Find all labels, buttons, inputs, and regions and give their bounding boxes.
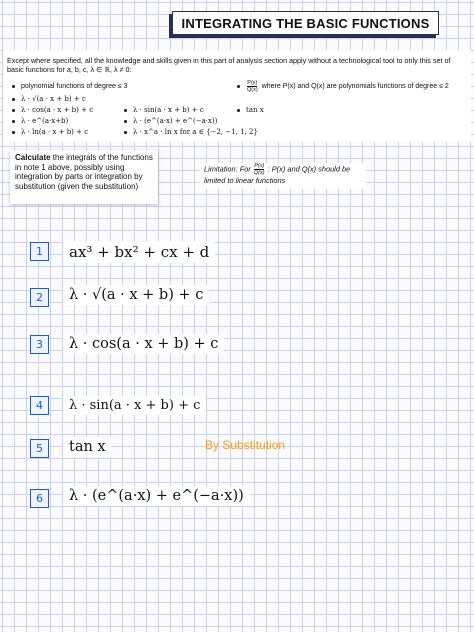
list-item-label: λ · x^a · ln x for a ∈ {−2, −1, 1, 2}: [133, 128, 258, 136]
fraction-numerator: P(x): [247, 80, 258, 86]
exercise-expression-5: tan x: [63, 437, 112, 457]
limitation-note: [200, 163, 366, 189]
list-item: [12, 128, 88, 136]
intro-text: Except where specified, all the knowledge and skills given in this part of analysis section apply without a technological tool to only this set of basic functions for a, b, c, λ ∈ ℝ, λ ≠ 0:: [7, 56, 451, 74]
list-item-label: λ · ln(a · x + b) + c: [21, 128, 89, 136]
list-item-label: where P(x) and Q(x) are polynomials functions of degree ≤ 2: [261, 83, 449, 90]
list-item: [12, 95, 86, 103]
instruction-box: [10, 150, 158, 204]
list-item-label: λ · (e^(a·x) + e^(−a·x)): [133, 117, 218, 125]
limitation-prefix: Limitation: For: [204, 164, 253, 174]
bullet-icon: [12, 120, 15, 123]
exercise-expression-2: λ · √(a · x + b) + c: [63, 285, 209, 305]
fraction: [247, 80, 258, 93]
bullet-icon: [124, 120, 127, 123]
list-item: [124, 128, 258, 136]
substitution-hint: By Substitution: [205, 438, 286, 452]
exercise-number-3: 3: [30, 335, 49, 354]
bullet-icon: [237, 109, 240, 112]
bullet-icon: [12, 85, 15, 88]
exercise-expression-3: λ · cos(a · x + b) + c: [63, 334, 224, 354]
bullet-icon: [124, 131, 127, 134]
instruction-bold: Calculate: [15, 153, 51, 162]
list-item: [12, 117, 68, 125]
fraction: [254, 163, 265, 176]
exercise-number-2: 2: [30, 288, 49, 307]
exercise-expression-6: λ · (e^(a·x) + e^(−a·x)): [63, 486, 250, 506]
bullet-icon: [12, 109, 15, 112]
exercise-expression-1: ax³ + bx² + cx + d: [63, 241, 215, 263]
exercise-number-4: 4: [30, 396, 49, 415]
list-item: [12, 106, 93, 114]
list-item-label: λ · e^(a·x+b): [21, 117, 69, 125]
bullet-icon: [124, 109, 127, 112]
list-item-label: λ · sin(a · x + b) + c: [133, 106, 204, 114]
bullet-icon: [12, 98, 15, 101]
list-item: [237, 80, 449, 93]
list-item: [124, 106, 204, 114]
exercise-number-1: 1: [30, 242, 49, 261]
exercise-expression-4: λ · sin(a · x + b) + c: [63, 396, 206, 415]
instruction-text: the integrals of the functions in note 1 above, possibly using integration by parts or integration by substitution (given the substitution): [15, 153, 153, 191]
exercise-number-5: 5: [30, 439, 49, 458]
bullet-icon: [237, 85, 240, 88]
list-item-label: tan x: [246, 106, 264, 114]
page-title: INTEGRATING THE BASIC FUNCTIONS: [172, 11, 439, 35]
exercise-number-6: 6: [30, 489, 49, 508]
list-item: [124, 117, 217, 125]
fraction-denominator: Q(x): [253, 170, 265, 176]
list-item-label: λ · √(a · x + b) + c: [21, 95, 86, 103]
fraction-numerator: P(x): [254, 163, 265, 169]
list-item-label: λ · cos(a · x + b) + c: [21, 106, 94, 114]
list-item: [237, 106, 264, 114]
list-item-label: polynomial functions of degree ≤ 3: [21, 83, 128, 90]
bullet-icon: [12, 131, 15, 134]
limitation-suffix: : P(x) and Q(x) should be limited to linear functions: [204, 164, 351, 185]
list-item: [12, 83, 128, 90]
fraction-denominator: Q(x): [247, 87, 258, 93]
